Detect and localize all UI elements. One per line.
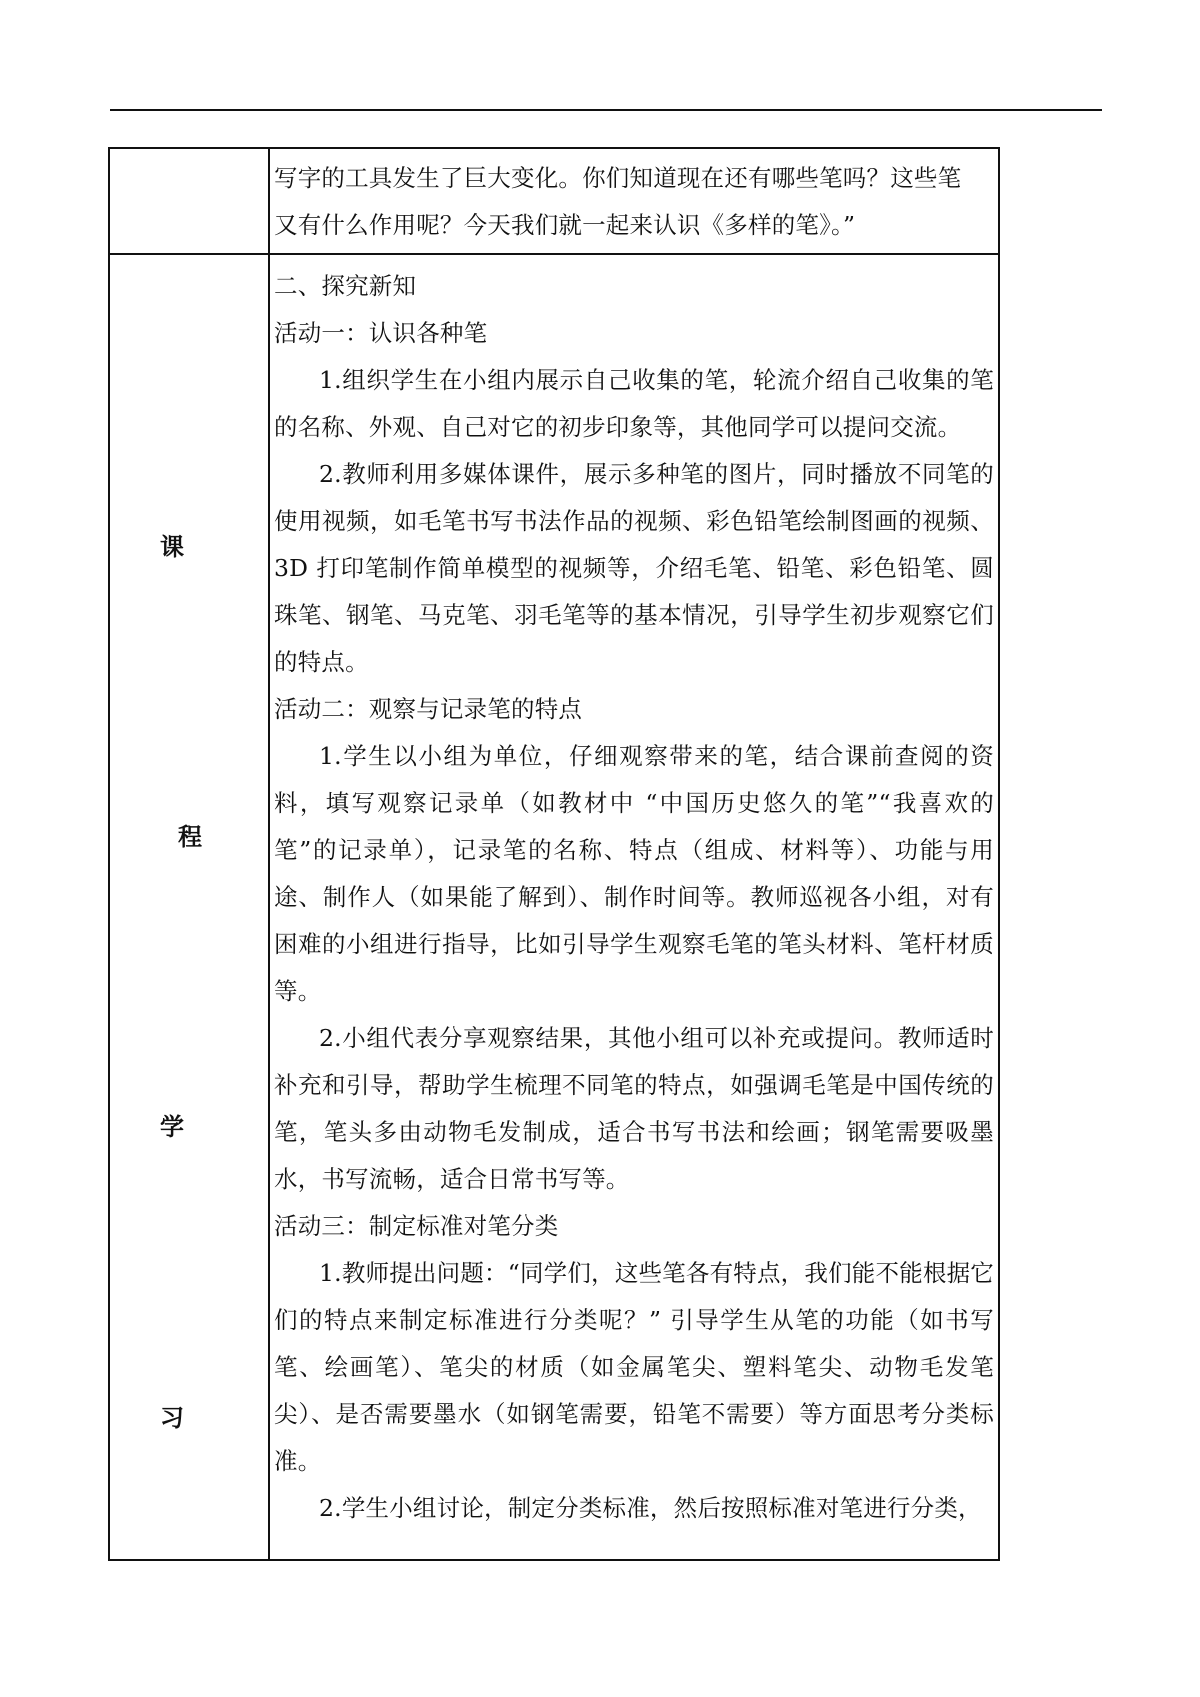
header-rule <box>110 109 1102 111</box>
paragraph: 2.教师利用多媒体课件，展示多种笔的图片，同时播放不同笔的使用视频，如毛笔书写书法作品的视频、彩色铅笔绘制图画的视频、3D 打印笔制作简单模型的视频等，介绍毛笔、铅笔、彩色铅笔、圆珠笔、钢笔、马克笔、羽毛笔等的基本情况，引导学生初步观察它们的特点。 <box>274 460 994 676</box>
side-char: 习 <box>160 1403 184 1432</box>
paragraph: 1.学生以小组为单位，仔细观察带来的笔，结合课前查阅的资料，填写观察记录单（如教材中 “中国历史悠久的笔”“我喜欢的笔”的记录单），记录笔的名称、特点（组成、材料等）、功能与用途、制作人（如果能了解到）、制作时间等。教师巡视各小组，对有困难的小组进行指导，比如引导学生观察毛笔的笔头材料、笔杆材质等。 <box>274 742 994 1005</box>
side-char: 程 <box>178 822 202 851</box>
side-cell-empty <box>109 148 269 254</box>
side-char: 课 <box>160 532 184 561</box>
content-cell <box>269 254 999 1560</box>
activity-title: 活动三：制定标准对笔分类 <box>274 1212 559 1240</box>
text-line: 又有什么作用呢？今天我们就一起来认识《多样的笔》。” <box>274 211 856 239</box>
side-char: 学 <box>160 1112 184 1141</box>
activity-title: 活动一：认识各种笔 <box>274 319 488 347</box>
paragraph: 1.组织学生在小组内展示自己收集的笔，轮流介绍自己收集的笔的名称、外观、自己对它的初步印象等，其他同学可以提问交流。 <box>274 366 994 441</box>
paragraph: 2.学生小组讨论，制定分类标准，然后按照标准对笔进行分类， <box>319 1494 982 1522</box>
lesson-table <box>108 147 1000 1561</box>
side-cell-course-study <box>109 254 269 1560</box>
section-heading: 二、探究新知 <box>274 272 417 300</box>
table-row <box>109 148 999 254</box>
content-cell <box>269 148 999 254</box>
paragraph: 2.小组代表分享观察结果，其他小组可以补充或提问。教师适时补充和引导，帮助学生梳理不同笔的特点，如强调毛笔是中国传统的笔，笔头多由动物毛发制成，适合书写书法和绘画；钢笔需要吸墨水，书写流畅，适合日常书写等。 <box>274 1024 994 1193</box>
paragraph: 1.教师提出问题：“同学们，这些笔各有特点，我们能不能根据它们的特点来制定标准进行分类呢？” 引导学生从笔的功能（如书写笔、绘画笔）、笔尖的材质（如金属笔尖、塑料笔尖、动物毛发笔尖）、是否需要墨水（如钢笔需要，铅笔不需要）等方面思考分类标准。 <box>274 1259 994 1475</box>
table-row <box>109 254 999 1560</box>
activity-title: 活动二：观察与记录笔的特点 <box>274 695 583 723</box>
text-line: 写字的工具发生了巨大变化。你们知道现在还有哪些笔吗？这些笔 <box>274 164 962 192</box>
